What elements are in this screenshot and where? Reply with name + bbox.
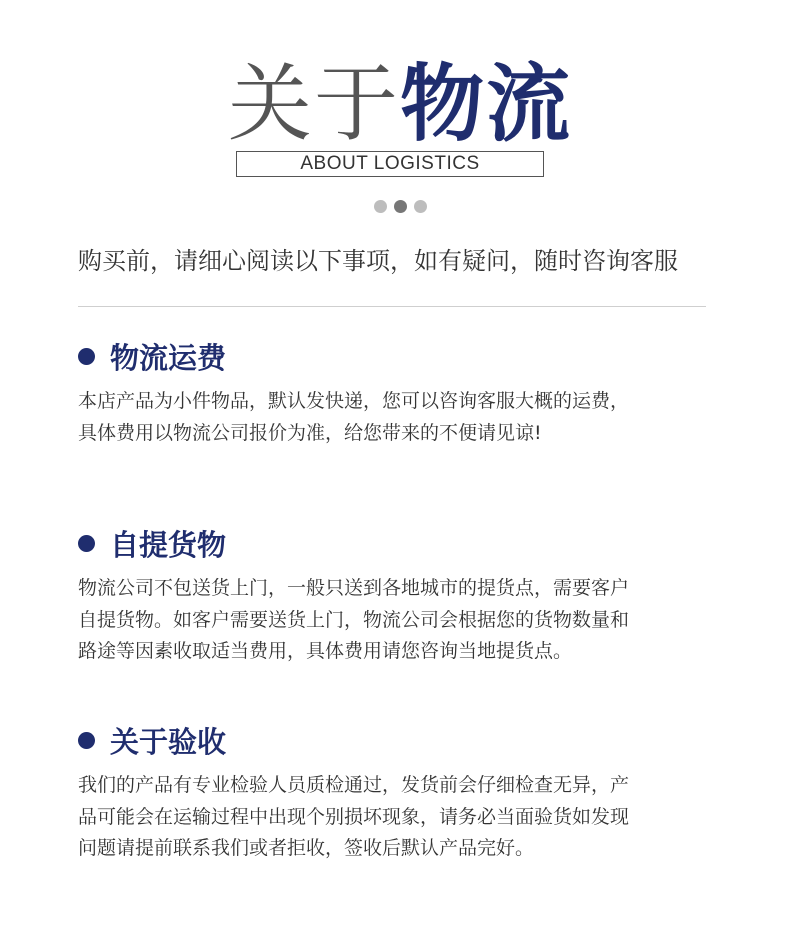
section-heading: [78, 336, 738, 376]
section-line: 路途等因素收取适当费用，具体费用请您咨询当地提货点。: [78, 640, 573, 662]
section-line: 物流公司不包送货上门，一般只送到各地城市的提货点，需要客户: [78, 577, 630, 599]
section-title: 关于验收: [110, 724, 227, 759]
dot-icon: [374, 200, 387, 213]
section-body: [78, 573, 738, 668]
intro-text: 购买前，请细心阅读以下事项，如有疑问，随时咨询客服: [78, 247, 678, 275]
section-acceptance: [78, 720, 738, 865]
section-body: [78, 386, 738, 449]
section-line: 我们的产品有专业检验人员质检通过，发货前会仔细检查无异，产: [78, 774, 630, 796]
section-title: 自提货物: [110, 527, 227, 562]
divider: [78, 306, 706, 307]
section-line: 本店产品为小件物品，默认发快递，您可以咨询客服大概的运费，: [78, 390, 630, 412]
section-line: 品可能会在运输过程中出现个别损坏现象，请务必当面验货如发现: [78, 805, 630, 828]
section-line: 问题请提前联系我们或者拒收，签收后默认产品完好。: [78, 837, 535, 859]
section-title: 物流运费: [110, 340, 227, 375]
section-line: 自提货物。如客户需要送货上门，物流公司会根据您的货物数量和: [78, 608, 630, 631]
page-subtitle: ABOUT LOGISTICS: [236, 151, 544, 177]
decorative-dots: [362, 200, 438, 216]
bullet-icon: [78, 348, 95, 365]
page-title-light: 关于: [227, 55, 400, 153]
section-shipping-fee: [78, 336, 738, 449]
section-line: 具体费用以物流公司报价为准，给您带来的不便请见谅!: [78, 421, 542, 444]
dot-icon: [414, 200, 427, 213]
section-heading: [78, 720, 738, 760]
section-heading: [78, 523, 738, 563]
page-title: [0, 56, 800, 152]
bullet-icon: [78, 535, 95, 552]
section-self-pickup: [78, 523, 738, 668]
page-title-bold: 物流: [400, 55, 573, 153]
dot-icon-active: [394, 200, 407, 213]
section-body: [78, 770, 738, 865]
bullet-icon: [78, 732, 95, 749]
